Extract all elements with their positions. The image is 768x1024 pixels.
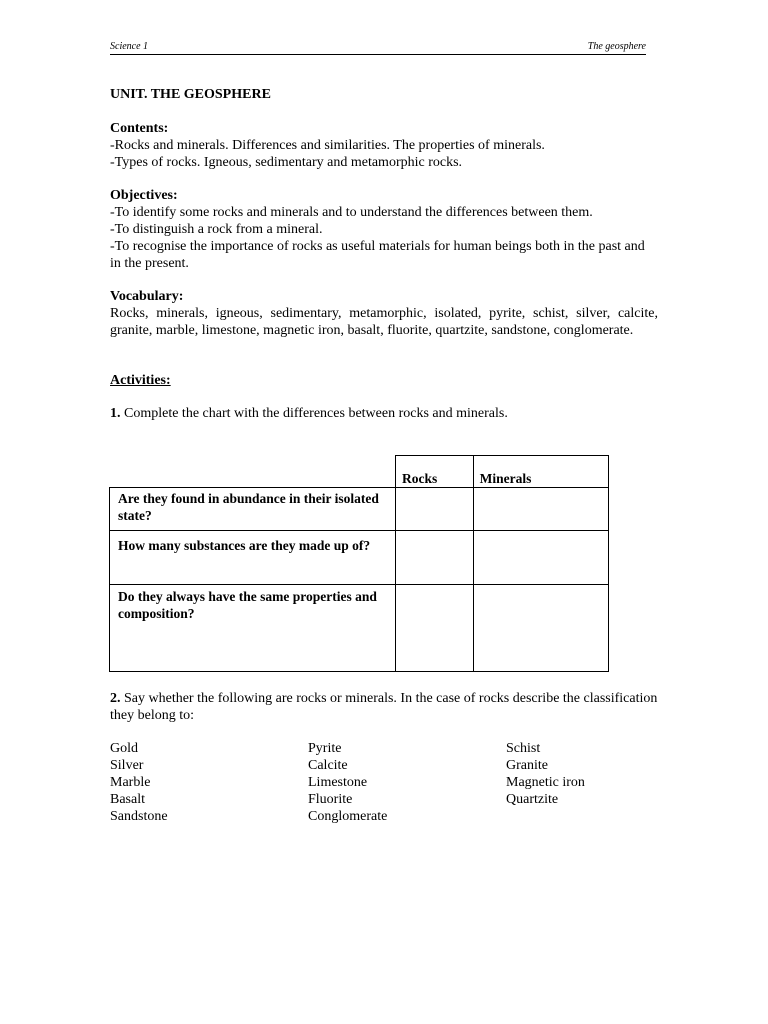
word-column-2 <box>308 740 508 825</box>
contents-line: -Rocks and minerals. Differences and similarities. The properties of minerals. <box>110 138 545 153</box>
answer-cell-rocks[interactable] <box>395 585 473 672</box>
question-2 <box>110 690 658 724</box>
chart-row-question: Do they always have the same properties and composition? <box>110 585 396 672</box>
page-title: UNIT. THE GEOSPHERE <box>110 87 271 102</box>
contents-line: -Types of rocks. Igneous, sedimentary and metamorphic rocks. <box>110 155 463 170</box>
question-1-text: Complete the chart with the differences between rocks and minerals. <box>124 406 508 421</box>
objectives-line: -To distinguish a rock from a mineral. <box>110 222 323 237</box>
word-item: Fluorite <box>308 792 353 807</box>
column-header-minerals: Minerals <box>473 456 608 488</box>
objectives-section <box>110 187 658 272</box>
word-item: Magnetic iron <box>506 775 585 790</box>
word-item: Calcite <box>308 758 348 773</box>
column-header-rocks: Rocks <box>395 456 473 488</box>
word-item: Silver <box>110 758 144 773</box>
question-2-text: Say whether the following are rocks or minerals. In the case of rocks describe the classification they belong to: <box>110 691 658 723</box>
header-subject: Science 1 <box>110 41 149 52</box>
question-2-number: 2. <box>110 691 121 706</box>
answer-cell-rocks[interactable] <box>395 531 473 585</box>
word-item: Marble <box>110 775 151 790</box>
chart-row <box>110 531 609 585</box>
chart-row-question: Are they found in abundance in their isolated state? <box>110 488 396 531</box>
word-item: Limestone <box>308 775 368 790</box>
question-1-number: 1. <box>110 406 121 421</box>
word-column-3 <box>506 740 706 808</box>
answer-cell-rocks[interactable] <box>395 488 473 531</box>
answer-cell-minerals[interactable] <box>473 585 608 672</box>
vocabulary-heading: Vocabulary: <box>110 289 184 304</box>
objectives-line: -To recognise the importance of rocks as useful materials for human beings both in the past and in the present. <box>110 239 645 271</box>
word-item: Pyrite <box>308 741 342 756</box>
vocabulary-section <box>110 288 658 339</box>
answer-cell-minerals[interactable] <box>473 488 608 531</box>
contents-heading: Contents: <box>110 121 169 136</box>
contents-section <box>110 120 658 171</box>
objectives-heading: Objectives: <box>110 188 178 203</box>
word-column-1 <box>110 740 310 825</box>
word-item: Gold <box>110 741 138 756</box>
word-item: Conglomerate <box>308 809 388 824</box>
word-item: Basalt <box>110 792 145 807</box>
chart-row <box>110 585 609 672</box>
activities-heading: Activities: <box>110 373 171 388</box>
chart-row-question: How many substances are they made up of? <box>110 531 396 585</box>
chart-corner <box>110 456 396 488</box>
word-item: Schist <box>506 741 541 756</box>
question-1 <box>110 405 658 422</box>
objectives-line: -To identify some rocks and minerals and to understand the differences between them. <box>110 205 593 220</box>
word-item: Granite <box>506 758 548 773</box>
word-item: Quartzite <box>506 792 559 807</box>
word-item: Sandstone <box>110 809 168 824</box>
chart-header-row <box>110 456 609 488</box>
rocks-minerals-chart <box>109 455 609 672</box>
answer-cell-minerals[interactable] <box>473 531 608 585</box>
vocabulary-text: Rocks, minerals, igneous, sedimentary, metamorphic, isolated, pyrite, schist, silver, calcite, granite, marble, limestone, magnetic iron, basalt, fluorite, quartzite, sandstone, conglomerate. <box>110 306 658 338</box>
chart-row <box>110 488 609 531</box>
header-topic: The geosphere <box>587 41 646 52</box>
page-header <box>110 41 646 55</box>
